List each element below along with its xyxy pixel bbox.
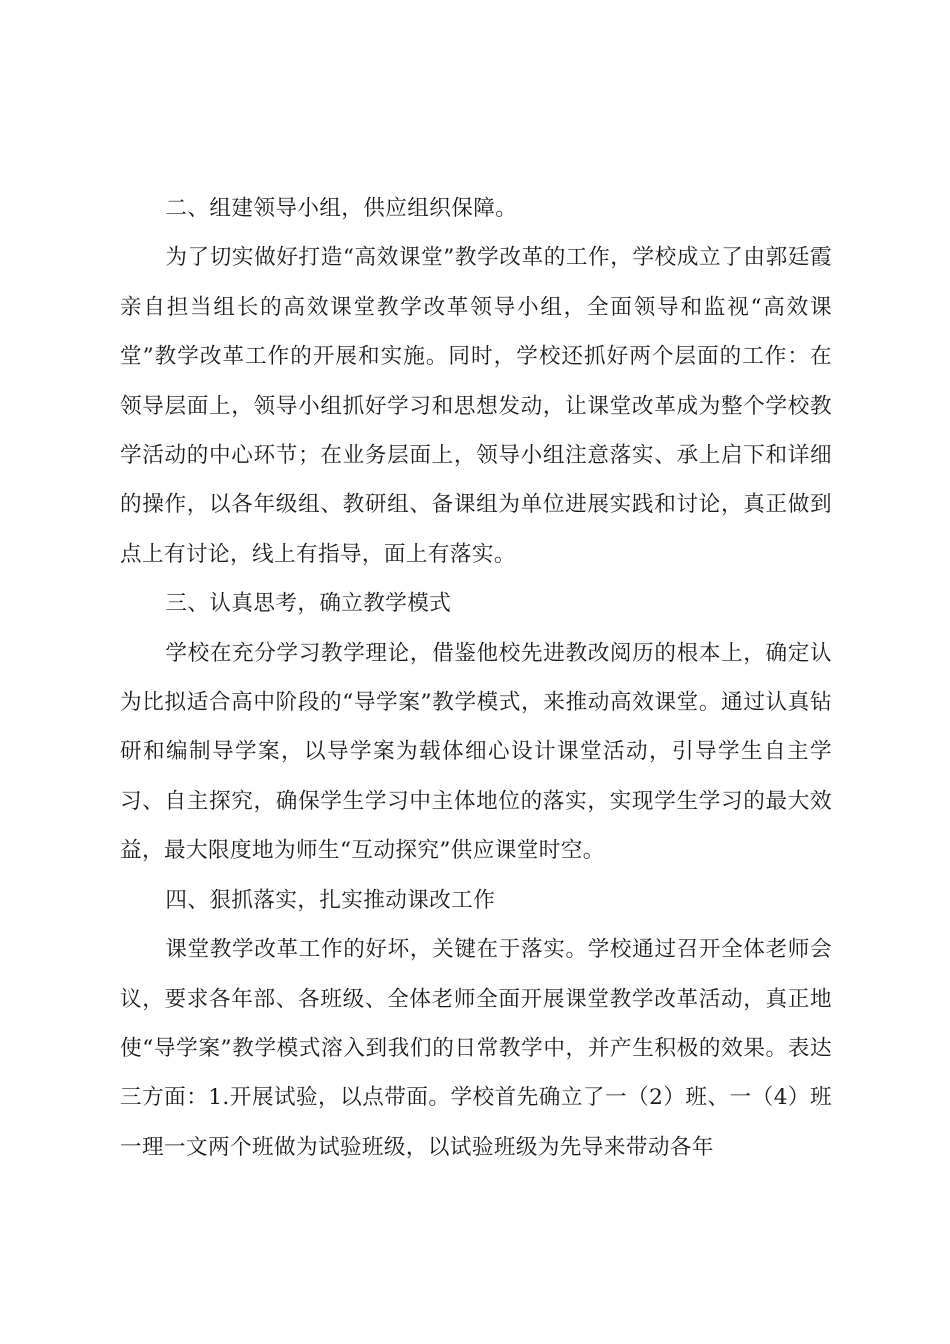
section-heading-4: 四、狠抓落实，扎实推动课改工作 — [165, 887, 496, 913]
section-paragraph-4: 课堂教学改革工作的好坏，关键在于落实。学校通过召开全体老师会议，要求各年部、各班级、全体老师全面开展课堂教学改革活动，真正地使“导学案”教学模式溶入到我们的日常教学中，并产生积极的效果。表达三方面：1.开展试验，以点带面。学校首先确立了一（2）班、一（4）班一理一文两个班做为试验班级，以试验班级为先导来带动各年 — [120, 937, 832, 1160]
section-heading-2: 二、组建领导小组，供应组织保障。 — [165, 196, 518, 221]
section-heading-3: 三、认真思考，确立教学模式 — [165, 591, 452, 617]
section-paragraph-3: 学校在充分学习教学理论，借鉴他校先进教改阅历的根本上，确定认为比拟适合高中阶段的“导学案”教学模式，来推动高效课堂。通过认真钻研和编制导学案，以导学案为载体细心设计课堂活动，引导学生自主学习、自主探究，确保学生学习中主体地位的落实，实现学生学习的最大效益，最大限度地为师生“互动探究”供应课堂时空。 — [120, 640, 832, 864]
section-paragraph-2: 为了切实做好打造“高效课堂”教学改革的工作，学校成立了由郭廷霞亲自担当组长的高效课堂教学改革领导小组，全面领导和监视“高效课堂”教学改革工作的开展和实施。同时，学校还抓好两个层面的工作：在领导层面上，领导小组抓好学习和思想发动，让课堂改革成为整个学校教学活动的中心环节；在业务层面上，领导小组注意落实、承上启下和详细的操作，以各年级组、教研组、备课组为单位进展实践和讨论，真正做到点上有讨论，线上有指导，面上有落实。 — [120, 245, 832, 567]
document-body — [120, 184, 832, 1172]
